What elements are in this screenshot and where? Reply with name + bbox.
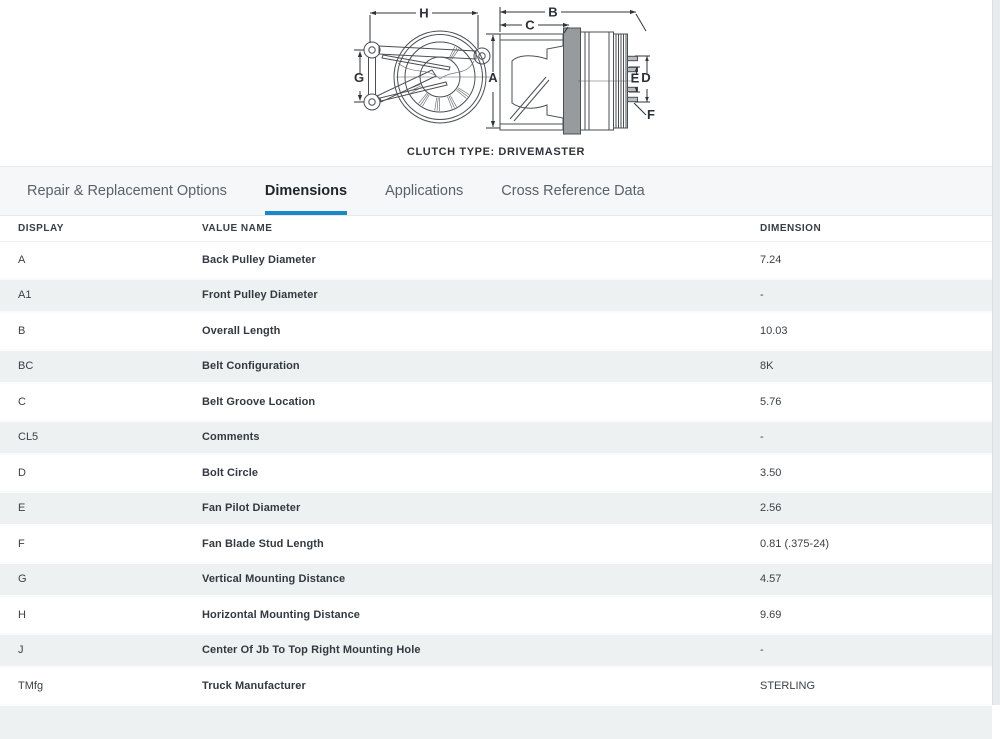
dimension-cell: - (760, 289, 992, 301)
value-name-cell: Center Of Jb To Top Right Mounting Hole (202, 644, 760, 656)
dimension-cell: 8K (760, 360, 992, 372)
dimension-cell: - (760, 431, 992, 443)
table-row (0, 633, 992, 669)
column-header-display: DISPLAY (18, 223, 202, 234)
table-row (0, 526, 992, 562)
dimension-cell: 5.76 (760, 396, 992, 408)
dimension-cell: 3.50 (760, 467, 992, 479)
svg-text:H: H (419, 6, 428, 21)
table-row (0, 242, 992, 278)
display-cell: E (18, 502, 202, 514)
svg-text:B: B (548, 5, 557, 20)
svg-text:D: D (641, 70, 650, 85)
tab-applications[interactable] (385, 167, 463, 215)
table-row (0, 455, 992, 491)
clutch-type-caption: CLUTCH TYPE: DRIVEMASTER (0, 146, 992, 158)
clutch-technical-drawing-icon (350, 1, 660, 141)
dimension-cell: 2.56 (760, 502, 992, 514)
dimension-cell: 0.81 (.375-24) (760, 538, 992, 550)
table-row (0, 491, 992, 527)
tab-repair-replacement-options[interactable] (27, 167, 227, 215)
table-body (0, 242, 992, 704)
display-cell: CL5 (18, 431, 202, 443)
table-row (0, 313, 992, 349)
display-cell: TMfg (18, 680, 202, 692)
value-name-cell: Belt Groove Location (202, 396, 760, 408)
value-name-cell: Fan Blade Stud Length (202, 538, 760, 550)
value-name-cell: Horizontal Mounting Distance (202, 609, 760, 621)
value-name-cell: Front Pulley Diameter (202, 289, 760, 301)
table-row (0, 597, 992, 633)
display-cell: G (18, 573, 202, 585)
display-cell: B (18, 325, 202, 337)
tab-label: Applications (385, 183, 463, 199)
svg-text:F: F (647, 107, 655, 122)
value-name-cell: Overall Length (202, 325, 760, 337)
table-row (0, 278, 992, 314)
display-cell: D (18, 467, 202, 479)
display-cell: J (18, 644, 202, 656)
column-header-dimension: DIMENSION (760, 223, 992, 234)
svg-text:E: E (631, 71, 640, 86)
table-row (0, 420, 992, 456)
table-row (0, 384, 992, 420)
value-name-cell: Back Pulley Diameter (202, 254, 760, 266)
table-row-partial (0, 704, 992, 739)
tab-bar (0, 166, 992, 216)
display-cell: H (18, 609, 202, 621)
svg-text:G: G (354, 70, 364, 85)
value-name-cell: Truck Manufacturer (202, 680, 760, 692)
value-name-cell: Fan Pilot Diameter (202, 502, 760, 514)
svg-text:C: C (525, 18, 535, 33)
dimensions-table (0, 216, 992, 739)
tab-label: Repair & Replacement Options (27, 183, 227, 199)
dimension-cell: 10.03 (760, 325, 992, 337)
svg-text:A: A (488, 70, 498, 85)
value-name-cell: Bolt Circle (202, 467, 760, 479)
value-name-cell: Vertical Mounting Distance (202, 573, 760, 585)
tab-label: Cross Reference Data (501, 183, 644, 199)
tab-cross-reference-data[interactable] (501, 167, 644, 215)
tab-label: Dimensions (265, 183, 347, 199)
dimension-cell: 4.57 (760, 573, 992, 585)
value-name-cell: Comments (202, 431, 760, 443)
column-header-value-name: VALUE NAME (202, 223, 760, 234)
table-row (0, 349, 992, 385)
diagram-section (0, 0, 992, 166)
table-row (0, 668, 992, 704)
tab-dimensions[interactable] (265, 167, 347, 215)
table-row (0, 562, 992, 598)
display-cell: F (18, 538, 202, 550)
dimension-cell: 7.24 (760, 254, 992, 266)
dimension-cell: - (760, 644, 992, 656)
dimension-cell: STERLING (760, 680, 992, 692)
dimension-cell: 9.69 (760, 609, 992, 621)
value-name-cell: Belt Configuration (202, 360, 760, 372)
display-cell: A (18, 254, 202, 266)
vertical-scrollbar[interactable] (992, 0, 1000, 705)
display-cell: C (18, 396, 202, 408)
table-header-row (0, 216, 992, 242)
display-cell: BC (18, 360, 202, 372)
display-cell: A1 (18, 289, 202, 301)
